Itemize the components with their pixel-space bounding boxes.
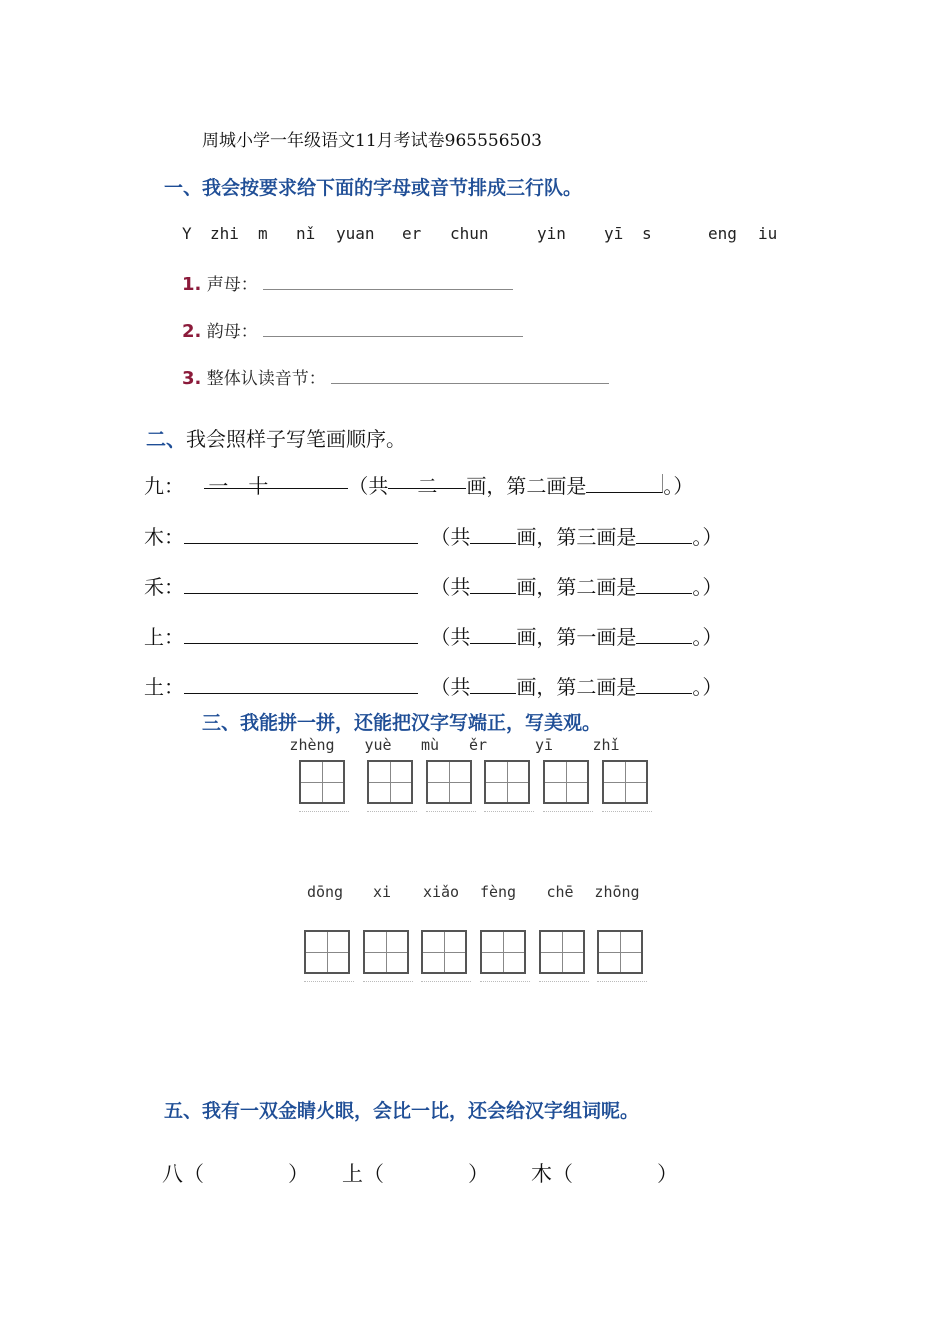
count-open: （共 xyxy=(430,525,471,549)
answer-line[interactable] xyxy=(331,369,609,384)
strokes-blank[interactable] xyxy=(184,525,418,544)
stroke-row-tu xyxy=(144,671,722,700)
page-title: 周城小学一年级语文11月考试卷965556503 xyxy=(202,131,542,151)
question-vowels xyxy=(182,317,523,342)
row-char: 土： xyxy=(144,675,184,699)
count-blank[interactable] xyxy=(470,575,516,594)
writing-grid-box[interactable] xyxy=(597,930,643,974)
stroke-question: 画，第二画是 xyxy=(516,675,637,699)
section-number: 二、 xyxy=(146,427,186,451)
pinyin-label: zhèng xyxy=(289,736,335,754)
answer-blank[interactable] xyxy=(636,675,692,694)
section2-heading xyxy=(146,423,406,452)
letter-item: nǐ xyxy=(296,224,316,243)
word-item-ba[interactable]: 八（ ） xyxy=(162,1162,309,1186)
pinyin-label: fèng xyxy=(479,883,517,901)
writing-grid-box[interactable] xyxy=(421,930,467,974)
count-open: （共 xyxy=(430,675,471,699)
question-label: 声母： xyxy=(206,275,258,295)
pinyin-label: zhōng xyxy=(594,883,640,901)
writing-grid-box[interactable] xyxy=(484,760,530,804)
row-char: 禾： xyxy=(144,575,184,599)
count-close: 。） xyxy=(692,525,723,549)
stroke-question: 画，第二画是 xyxy=(516,575,637,599)
writing-grid-box[interactable] xyxy=(367,760,413,804)
strokes-blank[interactable] xyxy=(184,625,418,644)
letter-item: s xyxy=(642,224,652,243)
word-item-mu[interactable]: 木（ ） xyxy=(531,1162,678,1186)
question-label: 韵母： xyxy=(206,322,258,342)
writing-grid-box[interactable] xyxy=(480,930,526,974)
count-blank[interactable] xyxy=(470,525,516,544)
answer-blank[interactable] xyxy=(586,474,663,493)
writing-grid-box[interactable] xyxy=(304,930,350,974)
letter-item: zhi xyxy=(210,224,239,243)
question-number: 3. xyxy=(182,368,202,389)
section1-heading: 一、我会按要求给下面的字母或音节排成三行队。 xyxy=(164,177,583,199)
section-title: 我会照样子写笔画顺序。 xyxy=(186,427,406,451)
count-close: 。） xyxy=(692,675,723,699)
pinyin-label: mù xyxy=(420,736,440,754)
count-close: 。） xyxy=(663,474,694,498)
answer-blank[interactable] xyxy=(636,575,692,594)
letter-item: yī xyxy=(604,224,624,243)
answer-line[interactable] xyxy=(263,322,523,337)
letter-item: yuan xyxy=(336,224,375,243)
stroke-example-row xyxy=(144,470,693,499)
stroke-row-he xyxy=(144,571,722,600)
section5-heading: 五、我有一双金睛火眼，会比一比，还会给汉字组词呢。 xyxy=(164,1100,640,1122)
pinyin-label: yuè xyxy=(364,736,392,754)
letter-item: iu xyxy=(758,224,778,243)
strokes-blank[interactable] xyxy=(184,675,418,694)
letter-item: Y xyxy=(182,224,192,243)
count-open: （共 xyxy=(348,474,389,498)
answer-blank[interactable] xyxy=(636,525,692,544)
stroke-row-mu xyxy=(144,521,722,550)
pinyin-label: xi xyxy=(372,883,392,901)
question-label: 整体认读音节： xyxy=(206,369,326,389)
answer-line[interactable] xyxy=(263,275,513,290)
pinyin-label: chē xyxy=(546,883,574,901)
stroke-row-shang xyxy=(144,621,722,650)
word-item-shang[interactable]: 上（ ） xyxy=(342,1162,489,1186)
letter-item: eng xyxy=(708,224,737,243)
count-blank[interactable] xyxy=(470,625,516,644)
count-blank[interactable] xyxy=(470,675,516,694)
count-close: 。） xyxy=(692,625,723,649)
pinyin-label: zhǐ xyxy=(592,736,620,754)
stroke-question: 画，第三画是 xyxy=(516,525,637,549)
stroke-question: 画，第一画是 xyxy=(516,625,637,649)
stroke-question: 画，第二画是 xyxy=(466,474,587,498)
answer-blank[interactable] xyxy=(636,625,692,644)
example-strokes: 一 十 xyxy=(204,470,348,489)
question-consonants xyxy=(182,270,513,295)
writing-grid-box[interactable] xyxy=(426,760,472,804)
example-count: 二 xyxy=(388,470,466,489)
count-open: （共 xyxy=(430,625,471,649)
strokes-blank[interactable] xyxy=(184,575,418,594)
writing-grid-box[interactable] xyxy=(299,760,345,804)
section3-heading: 三、我能拼一拼，还能把汉字写端正，写美观。 xyxy=(202,712,602,734)
count-open: （共 xyxy=(430,575,471,599)
writing-grid-box[interactable] xyxy=(543,760,589,804)
writing-grid-box[interactable] xyxy=(363,930,409,974)
writing-grid-box[interactable] xyxy=(602,760,648,804)
question-syllables xyxy=(182,364,609,389)
pinyin-label: dōng xyxy=(306,883,344,901)
letter-item: m xyxy=(258,224,268,243)
question-number: 2. xyxy=(182,321,202,342)
pinyin-label: yī xyxy=(534,736,554,754)
count-close: 。） xyxy=(692,575,723,599)
writing-grid-box[interactable] xyxy=(539,930,585,974)
pinyin-label: ěr xyxy=(468,736,488,754)
example-char: 九： xyxy=(144,474,184,498)
letter-item: er xyxy=(402,224,422,243)
letter-item: yin xyxy=(537,224,566,243)
pinyin-label: xiǎo xyxy=(422,883,460,901)
row-char: 木： xyxy=(144,525,184,549)
question-number: 1. xyxy=(182,274,202,295)
letter-item: chun xyxy=(450,224,489,243)
row-char: 上： xyxy=(144,625,184,649)
